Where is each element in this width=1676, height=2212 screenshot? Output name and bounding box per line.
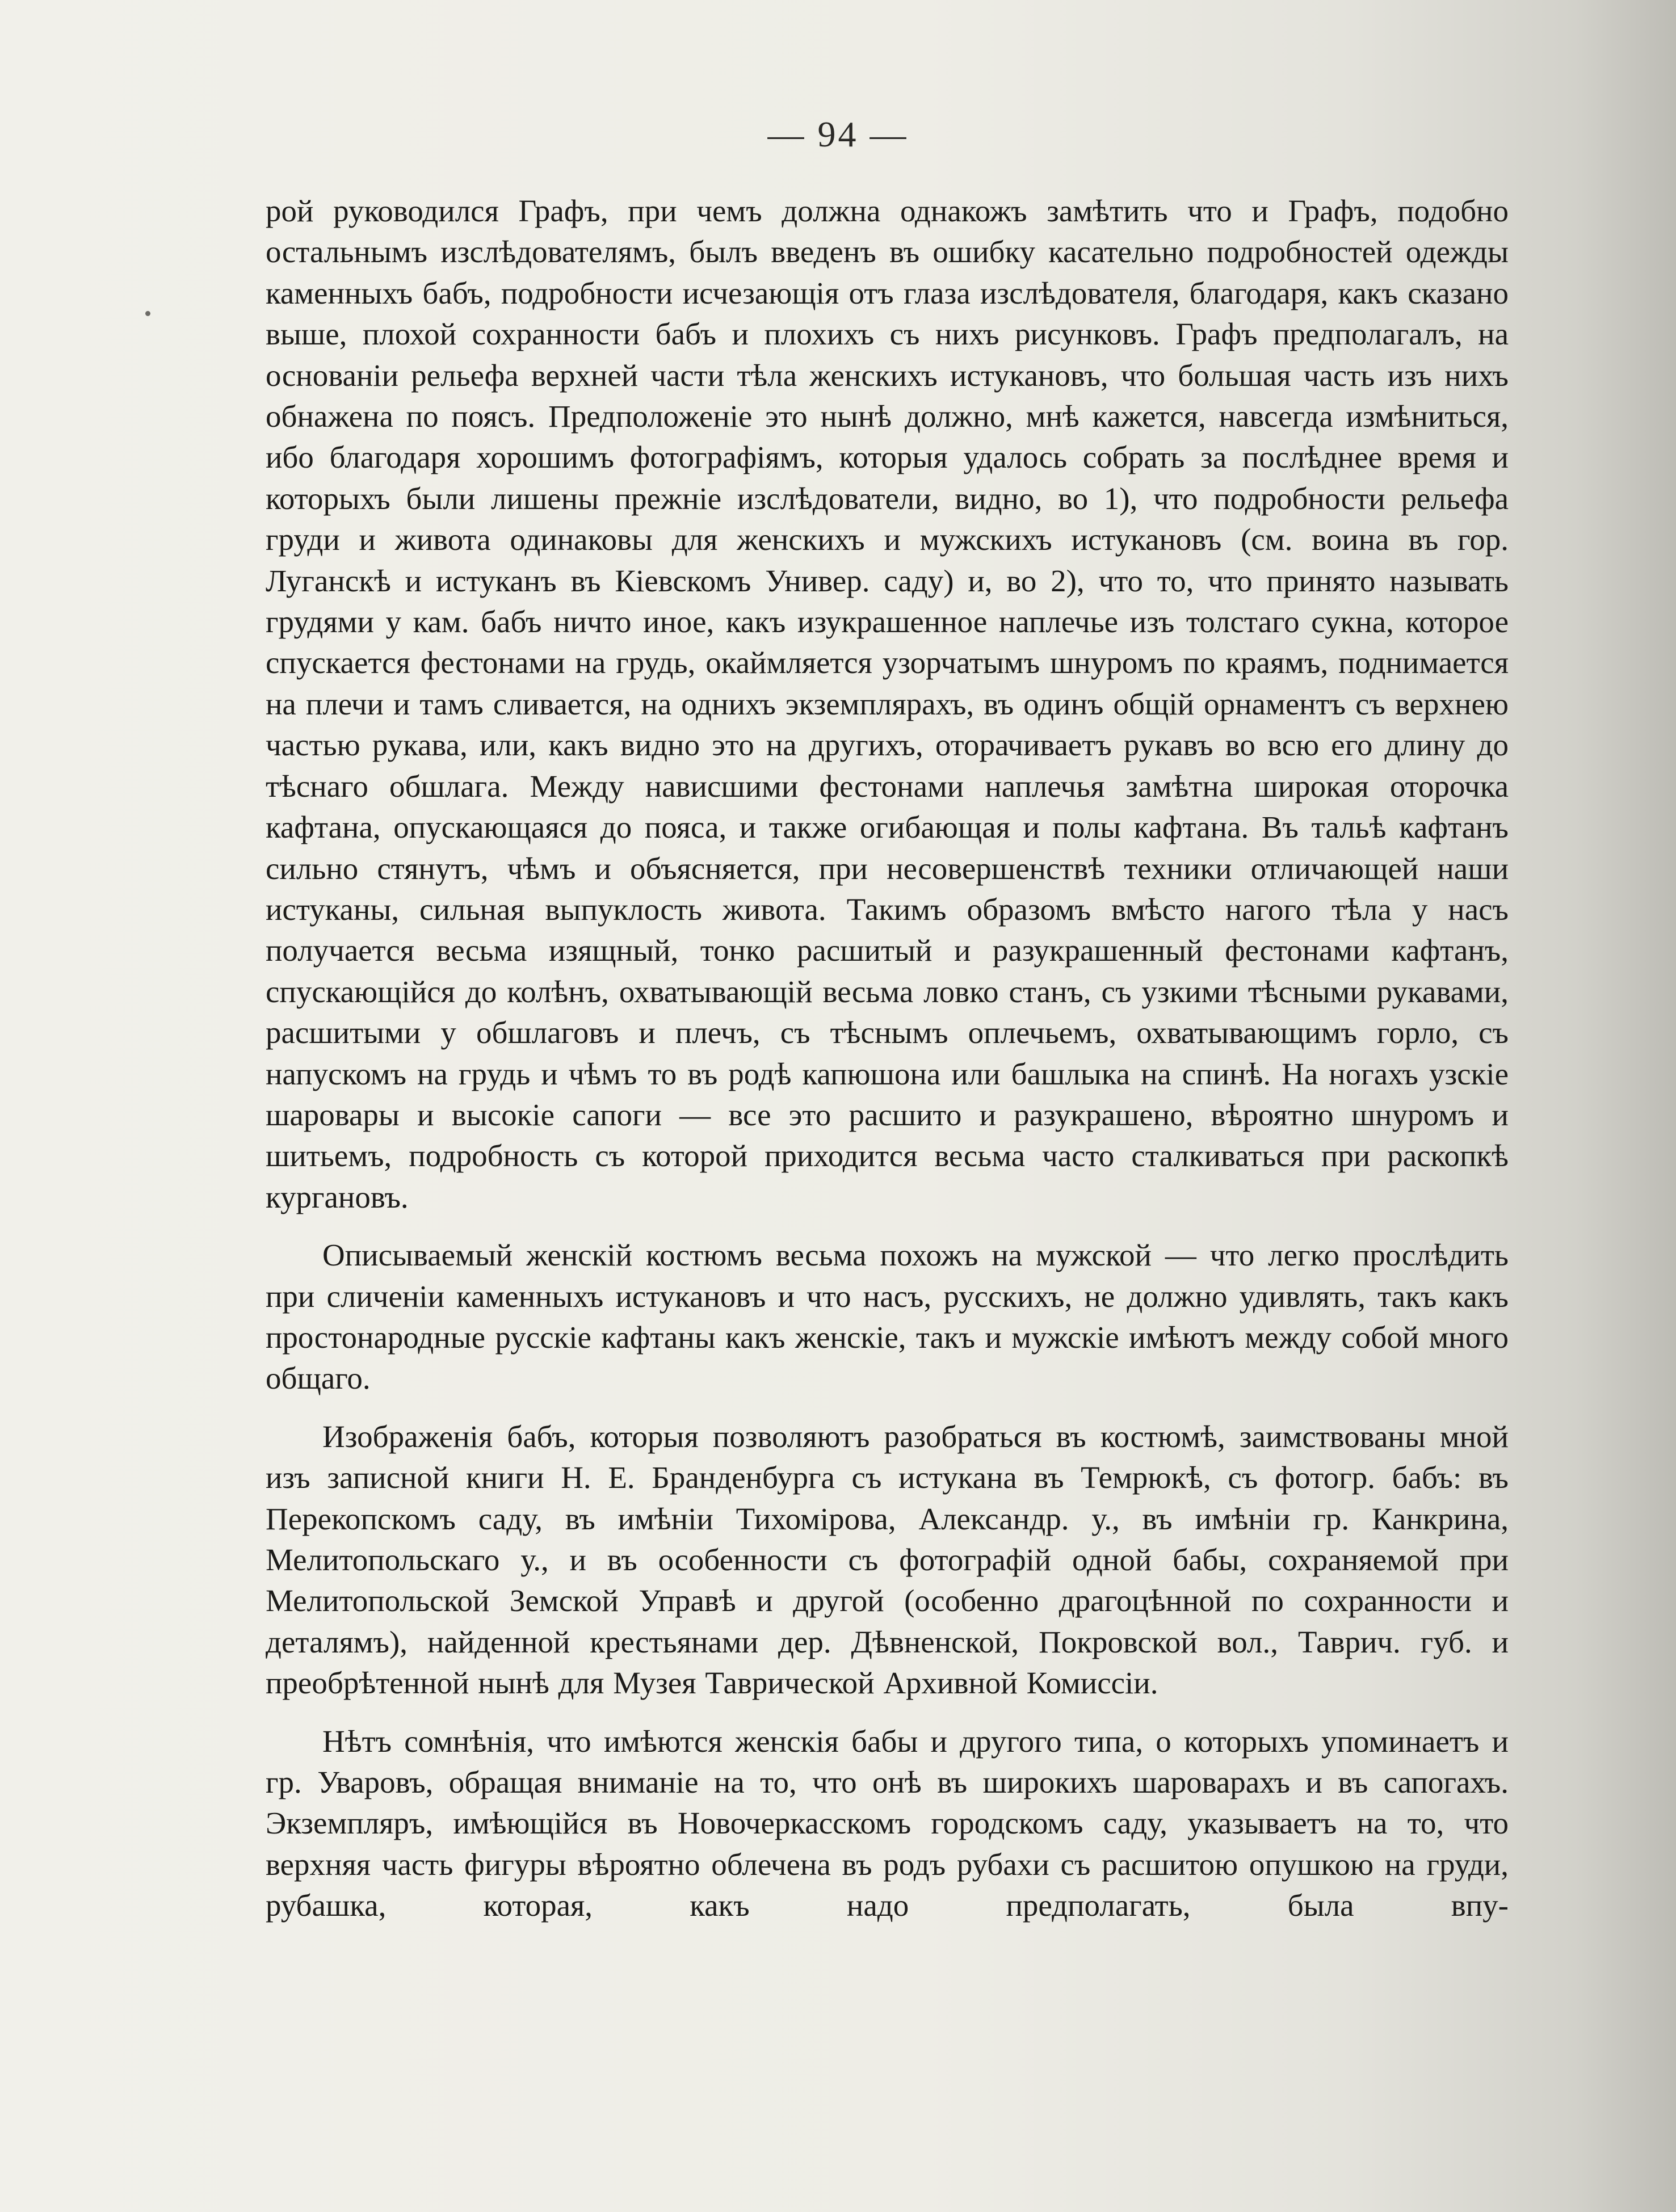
paragraph: Описываемый женскій костюмъ весьма похожъ на мужской — что легко прослѣдить при сличеніи каменныхъ истукановъ и что насъ, русскихъ, не должно удивлять, такъ какъ простонародные русскіе кафтаны какъ женскіе, такъ и мужскіе имѣютъ между собой много общаго.	[266, 1238, 1509, 1396]
paragraph: Нѣтъ сомнѣнія, что имѣются женскія бабы и другого типа, о которыхъ упоминаетъ и гр. Уваровъ, обращая вниманіе на то, что онѣ въ широкихъ шароварахъ и въ сапогахъ. Экземпляръ, имѣющійся въ Новочеркасскомъ городскомъ саду, указываетъ на то, что верхняя часть фигуры вѣроятно облечена въ родъ рубахи съ расшитою опушкою на груди, рубашка, которая, какъ надо предполагать, была впу-	[266, 1723, 1509, 1923]
ink-speck	[145, 311, 150, 316]
body-text	[266, 191, 1509, 1927]
paragraph: рой руководился Графъ, при чемъ должна однакожъ замѣтить что и Графъ, подобно остальнымъ изслѣдователямъ, былъ введенъ въ ошибку касательно подробностей одежды каменныхъ бабъ, подробности исчезающія отъ глаза изслѣдователя, благодаря, какъ сказано выше, плохой сохранности бабъ и плохихъ съ нихъ рисунковъ. Графъ предполагалъ, на основаніи рельефа верхней части тѣла женскихъ истукановъ, что большая часть изъ нихъ обнажена по поясъ. Предположеніе это нынѣ должно, мнѣ кажется, навсегда измѣниться, ибо благодаря хорошимъ фотографіямъ, которыя удалось собрать за послѣднее время и которыхъ были лишены прежніе изслѣдователи, видно, во 1), что подробности рельефа груди и живота одинаковы для женскихъ и мужскихъ истукановъ (см. воина въ гор. Луганскѣ и истуканъ въ Кіевскомъ Универ. саду) и, во 2), что то, что принято называть грудями у кам. бабъ ничто иное, какъ изукрашенное наплечье изъ толстаго сукна, которое спускается фестонами на грудь, окаймляется узорчатымъ шнуромъ по краямъ, поднимается на плечи и тамъ сливается, на однихъ экземплярахъ, въ одинъ общій орнаментъ съ верхнею частью рукава, или, какъ видно это на другихъ, оторачиваетъ рукавъ во всю его длину до тѣснаго обшлага. Между нависшими фестонами наплечья замѣтна широкая оторочка кафтана, опускающаяся до пояса, и также огибающая и полы кафтана. Въ тальѣ кафтанъ сильно стянутъ, чѣмъ и объясняется, при несовершенствѣ техники отличающей наши истуканы, сильная выпуклость живота. Такимъ образомъ вмѣсто нагого тѣла у насъ получается весьма изящный, тонко расшитый и разукрашенный фестонами кафтанъ, спускающійся до колѣнъ, охватывающій весьма ловко станъ, съ узкими тѣсными рукавами, расшитыми у обшлаговъ и плечъ, съ тѣснымъ оплечьемъ, охватывающимъ горло, съ напускомъ на грудь и чѣмъ то въ родѣ капюшона или башлыка на спинѣ. На ногахъ узскіе шаровары и высокіе сапоги — все это расшито и разукрашено, вѣроятно шнуромъ и шитьемъ, подробность съ которой приходится весьма часто сталкиваться при раскопкѣ кургановъ.	[266, 194, 1509, 1214]
paragraph: Изображенія бабъ, которыя позволяютъ разобраться въ костюмѣ, заимствованы мной изъ записной книги Н. Е. Бранденбурга съ истукана въ Темрюкѣ, съ фотогр. бабъ: въ Перекопскомъ саду, въ имѣніи Тихомірова, Александр. у., въ имѣніи гр. Канкрина, Мелитопольскаго у., и въ особенности съ фотографій одной бабы, сохраняемой при Мелитопольской Земской Управѣ и другой (особенно драгоцѣнной по сохранности и деталямъ), найденной крестьянами дер. Дѣвненской, Покровской вол., Таврич. губ. и преобрѣтенной нынѣ для Музея Таврической Архивной Комиссіи.	[266, 1419, 1509, 1701]
page-number: — 94 —	[767, 114, 909, 154]
